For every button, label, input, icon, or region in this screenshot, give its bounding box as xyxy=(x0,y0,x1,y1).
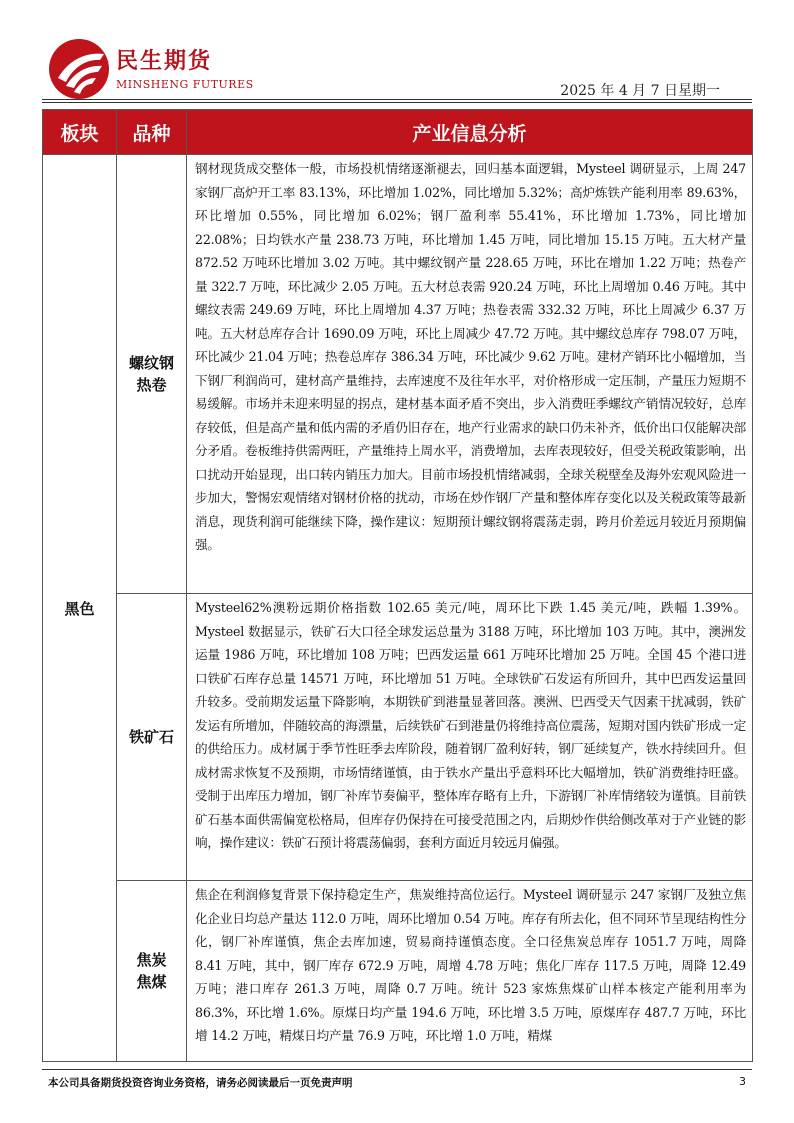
variety-cell-rebar xyxy=(117,155,187,594)
analysis-cell-coke xyxy=(187,881,753,1062)
report-date: 2025 年 4 月 7 日星期一 xyxy=(560,83,720,99)
analysis-text-coke: 焦企在利润修复背景下保持稳定生产，焦炭维持高位运行。Mysteel 调研显示 247 家钢厂及独立焦化企业日均总产量达 112.0 万吨，周环比增加 0.54 万吨。库存有所去化，但不同环节呈现结构性分化，钢厂补库谨慎，焦企去库加速，贸易商持谨慎态度。全口径焦炭总库存 1051.7 万吨，周降 8.41 万吨，其中，钢厂库存 672.9 万吨，周增 4.78 万吨；焦化厂库存 117.5 万吨，周降 12.49 万吨；港口库存 261.3 万吨，周降 0.7 万吨。统计 523 家炼焦煤矿山样本核定产能利用率为 86.3%，环比增 1.6%。原煤日均产量 194.6 万吨，环比增 3.5 万吨，原煤库存 487.7 万吨，环比增 14.2 万吨，精煤日均产量 76.9 万吨，环比增 1.0 万吨，精煤 xyxy=(195,887,746,1043)
variety-cell-iron-ore xyxy=(117,594,187,881)
header-divider-secondary xyxy=(42,102,752,103)
header-divider xyxy=(42,99,752,100)
brand-name-en: MINSHENG FUTURES xyxy=(116,78,254,91)
column-header-analysis: 产业信息分析 xyxy=(187,110,753,155)
variety-label: 螺纹钢 xyxy=(128,354,174,372)
table-row xyxy=(43,881,753,1062)
industry-analysis-table xyxy=(42,109,753,1062)
column-header-variety: 品种 xyxy=(117,110,187,155)
sector-cell: 黑色 xyxy=(43,155,117,1062)
analysis-text-rebar: 钢材现货成交整体一般，市场投机情绪逐渐褪去，回归基本面逻辑，Mysteel 调研显示，上周 247 家钢厂高炉开工率 83.13%，环比增加 1.02%，同比增加 5.32%；高炉炼铁产能利用率 89.63%，环比增加 0.55%，同比增加 6.02%；钢厂盈利率 55.41%，环比增加 1.73%，同比增加 22.08%；日均铁水产量 238.73 万吨，环比增加 1.45 万吨，同比增加 15.15 万吨。五大材产量 872.52 万吨环比增加 3.02 万吨。其中螺纹钢产量 228.65 万吨，环比在增加 1.22 万吨；热卷产量 322.7 万吨，环比减少 2.05 万吨。五大材总表需 920.24 万吨，环比上周增加 0.46 万吨。其中螺纹表需 249.69 万吨，环比上周增加 4.37 万吨；热卷表需 332.32 万吨，环比上周减少 6.37 万吨。五大材总库存合计 1690.09 万吨，环比上周减少 47.72 万吨。其中螺纹总库存 798.07 万吨，环比减少 21.04 万吨；热卷总库存 386.34 万吨，环比减少 9.62 万吨。建材产销环比小幅增加，当下钢厂利润尚可，建材高产量维持，去库速度不及往年水平，对价格形成一定压制，产量压力短期不易缓解。市场并未迎来明显的拐点，建材基本面矛盾不突出，步入消费旺季螺纹产销情况较好，总库存较低，但是高产量和低内需的矛盾仍旧存在，地产行业需求的缺口仍未补齐，低价出口仅能解决部分矛盾。卷板维持供需两旺，产量维持上周水平，消费增加，去库表现较好，但受关税政策影响，出口扰动开始显现，出口转内销压力加大。目前市场投机情绪减弱，全球关税壁垒及海外宏观风险进一步加大，警惕宏观情绪对钢材价格的扰动，市场在炒作钢厂产量和整体库存变化以及关税政策等最新消息，现货利润可能继续下降，操作建议：短期预计螺纹钢将震荡走弱，跨月价差远月较近月预期偏强。 xyxy=(187,155,753,594)
table-header-row xyxy=(43,110,753,155)
table-row xyxy=(43,594,753,881)
page-number: 3 xyxy=(739,1075,746,1088)
minsheng-logo-icon xyxy=(48,38,110,100)
variety-label: 铁矿石 xyxy=(128,728,174,746)
variety-label: 热卷 xyxy=(136,376,167,394)
variety-label: 焦煤 xyxy=(136,973,167,991)
footer-disclaimer: 本公司具备期货投资咨询业务资格，请务必阅读最后一页免责声明 xyxy=(48,1077,353,1089)
footer-divider xyxy=(42,1069,752,1070)
brand-name-cn: 民生期货 xyxy=(116,49,213,74)
table-row xyxy=(43,155,753,594)
variety-cell-coke xyxy=(117,881,187,1062)
variety-label: 焦炭 xyxy=(136,951,167,969)
analysis-text-iron-ore: Mysteel62%澳粉远期价格指数 102.65 美元/吨，周环比下跌 1.45 美元/吨，跌幅 1.39%。Mysteel 数据显示，铁矿石大口径全球发运总量为 3188 万吨，环比增加 103 万吨。其中，澳洲发运量 1986 万吨，环比增加 108 万吨；巴西发运量 661 万吨环比增加 25 万吨。全国 45 个港口进口铁矿石库存总量 14571 万吨，环比增加 51 万吨。全球铁矿石发运有所回升，其中巴西发运量回升较多。受前期发运量下降影响，本期铁矿到港量显著回落。澳洲、巴西受天气因素干扰减弱，铁矿发运有所增加，伴随较高的海漂量，后续铁矿石到港量仍将维持高位震荡，短期对国内铁矿形成一定的供给压力。成材属于季节性旺季去库阶段，随着钢厂盈利好转，钢厂延续复产，铁水持续回升。但成材需求恢复不及预期，市场情绪谨慎，由于铁水产量出乎意料环比大幅增加，铁矿消费维持旺盛。受制于出库压力增加，钢厂补库节奏偏平，整体库存略有上升，下游钢厂补库情绪较为谨慎。目前铁矿石基本面供需偏宽松格局，但库存仍保持在可接受范围之内，后期炒作供给侧改革对于产业链的影响，操作建议：铁矿石预计将震荡偏弱，套利方面近月较远月偏强。 xyxy=(187,594,753,881)
column-header-sector: 板块 xyxy=(43,110,117,155)
